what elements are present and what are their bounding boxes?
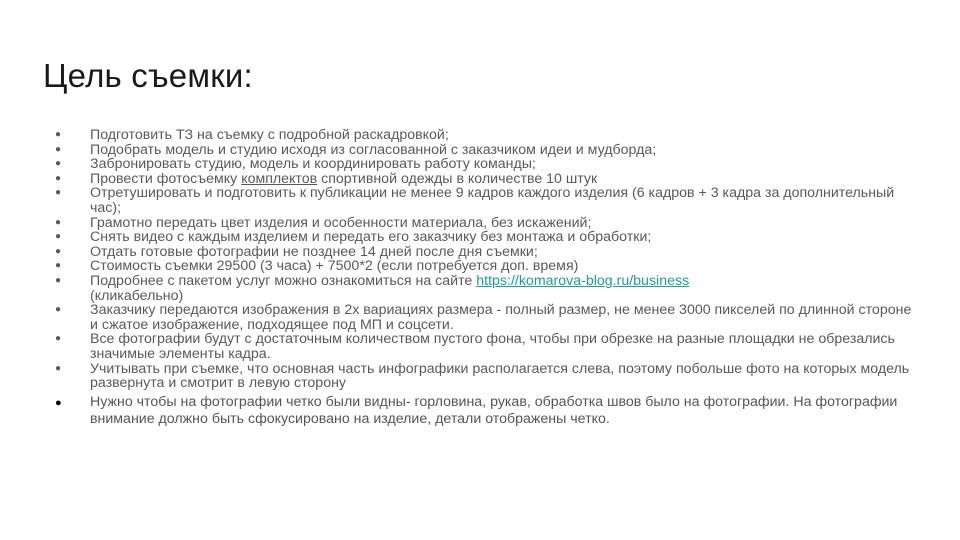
bullet-icon: ●: [55, 260, 62, 272]
list-item: [55, 394, 915, 429]
list-item: [55, 157, 915, 172]
underlined-word: комплектов: [241, 170, 318, 187]
list-item-text: Учитывать при съемке, что основная часть инфографики располагается слева, поэтому побольше фото на которых модель развернута и смотрит в левую сторону: [90, 360, 910, 392]
bullet-icon: ●: [55, 231, 62, 243]
bullet-icon: ●: [55, 172, 62, 184]
list-item: [55, 332, 915, 361]
list-item-text: Стоимость съемки 29500 (3 часа) + 7500*2 (если потребуется доп. время): [90, 258, 579, 275]
list-item: [55, 172, 915, 187]
list-item: [55, 186, 915, 215]
list-item-text-after: спортивной одежды в количестве 10 штук: [317, 170, 598, 187]
list-item-text: Нужно чтобы на фотографии четко были видны- горловина, рукав, обработка швов было на фотографии. На фотографии внимание должно быть сфокусировано на изделие, детали отображены четко.: [90, 393, 898, 428]
list-item-text: Подготовить ТЗ на съемку с подробной раскадровкой;: [90, 127, 449, 143]
list-item: [55, 216, 915, 231]
list-item-text: Снять видео с каждым изделием и передать его заказчику без монтажа и обработки;: [90, 229, 652, 246]
list-item-text: Все фотографии будут с достаточным количеством пустого фона, чтобы при обрезке на разные площадки не обрезались значимые элементы кадра.: [90, 331, 895, 362]
bullet-icon: ●: [55, 362, 62, 374]
list-item-text: Заказчику передаются изображения в 2х вариациях размера - полный размер, не менее 3000 пикселей по длинной стороне и сжатое изображение, подходящее под МП и соцсети.: [90, 302, 912, 333]
business-link[interactable]: https://komarova-blog.ru/business: [476, 272, 690, 289]
list-item-text: Отдать готовые фотографии не позднее 14 дней после дня съемки;: [90, 243, 538, 260]
list-item: [55, 303, 915, 332]
bullet-icon: ●: [55, 129, 62, 140]
list-item: [55, 230, 915, 245]
goals-list: [55, 128, 915, 429]
list-item-text: Грамотно передать цвет изделия и особенности материала, без искажений;: [90, 214, 592, 231]
bullet-icon: ●: [55, 143, 62, 155]
list-item-text-before: Подробнее с пакетом услуг можно ознакомиться на сайте: [90, 272, 477, 289]
list-item-text-before: Провести фотосъемку: [90, 170, 242, 187]
bullet-icon: ●: [55, 304, 62, 316]
list-item: [55, 128, 915, 143]
list-item: [55, 259, 915, 274]
bullet-icon: ●: [55, 333, 62, 345]
list-item-text-after: (кликабельно): [90, 287, 184, 304]
bullet-icon: ●: [55, 187, 62, 199]
bullet-icon: ●: [55, 396, 62, 409]
list-item: [55, 143, 915, 158]
slide-title: Цель съемки:: [43, 57, 253, 94]
bullet-icon: ●: [55, 274, 62, 286]
list-item-text: Забронировать студию, модель и координировать работу команды;: [90, 156, 536, 173]
list-item: [55, 362, 915, 391]
bullet-icon: ●: [55, 158, 62, 170]
list-item: [55, 245, 915, 260]
list-item-text: Подобрать модель и студию исходя из согласованной с заказчиком идеи и мудборда;: [90, 141, 657, 158]
bullet-icon: ●: [55, 216, 62, 228]
list-item: [55, 274, 915, 303]
list-item-text: Отретушировать и подготовить к публикации не менее 9 кадров каждого изделия (6 кадров + 3 кадра за дополнительный час);: [90, 185, 895, 216]
bullet-icon: ●: [55, 245, 62, 257]
